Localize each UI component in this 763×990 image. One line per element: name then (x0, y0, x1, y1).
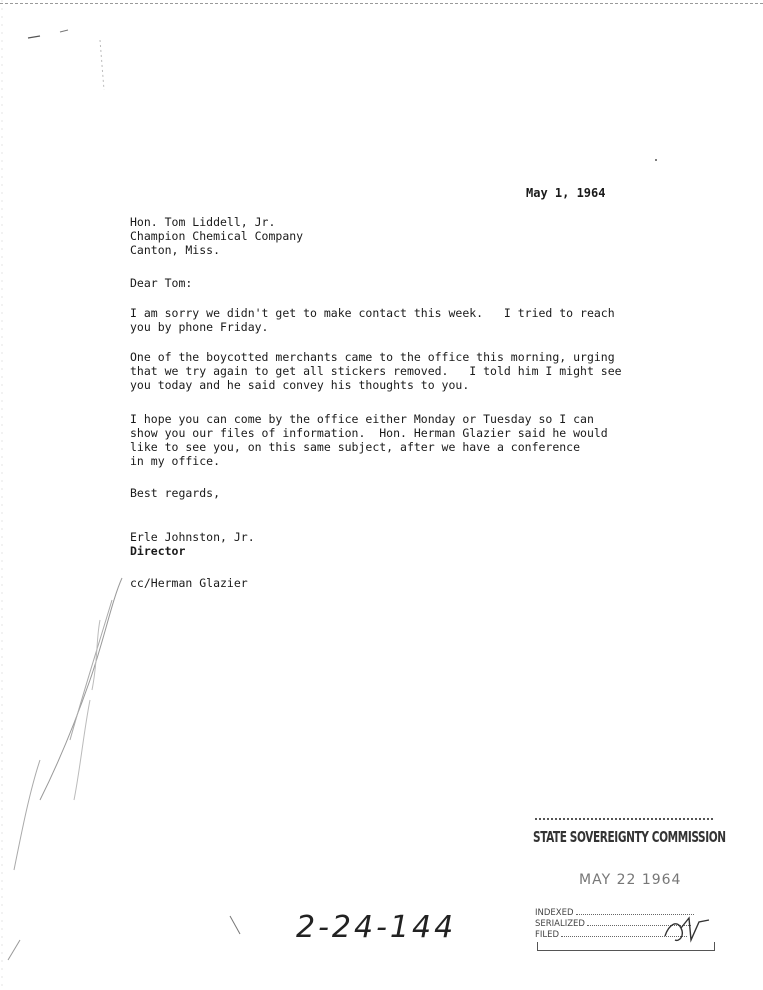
recipient-address (130, 215, 303, 257)
stamp-top-border (535, 818, 713, 822)
signature-name: Erle Johnston, Jr. (130, 530, 255, 544)
body-paragraph-2: One of the boycotted merchants came to the office this morning, urging that we try again to get all stickers removed. I told him I might see you today and he said convey his thoughts to you. (130, 350, 622, 392)
address-line-company: Champion Chemical Company (130, 229, 304, 243)
stamp-indexed-label: INDEXED (535, 908, 574, 918)
signature-title: Director (130, 544, 186, 558)
address-line-city: Canton, Miss. (130, 243, 221, 257)
closing: Best regards, (130, 486, 221, 500)
carbon-copy-line: cc/Herman Glazier (130, 576, 248, 590)
stamp-serialized-label: SERIALIZED (535, 919, 585, 929)
salutation: Dear Tom: (130, 276, 193, 290)
received-stamp (527, 818, 726, 954)
stamp-bottom-box (537, 942, 715, 951)
letter-date: May 1, 1964 (526, 186, 606, 200)
address-line-name: Hon. Tom Liddell, Jr. (130, 215, 276, 229)
stamp-date: MAY 22 1964 (579, 872, 682, 888)
stamp-filed-label: FILED (535, 930, 560, 940)
handwritten-file-number: 2-24-144 (296, 910, 457, 945)
stamp-title: STATE SOVEREIGNTY COMMISSION (533, 828, 726, 846)
body-paragraph-3: I hope you can come by the office either Monday or Tuesday so I can show you our files of information. Hon. Herman Glazier said he would like to see you, on this same subject, after we have a conference in my office. (130, 412, 608, 468)
body-paragraph-1: I am sorry we didn't get to make contact this week. I tried to reach you by phone Friday. (130, 306, 615, 334)
signature-block (130, 530, 255, 558)
